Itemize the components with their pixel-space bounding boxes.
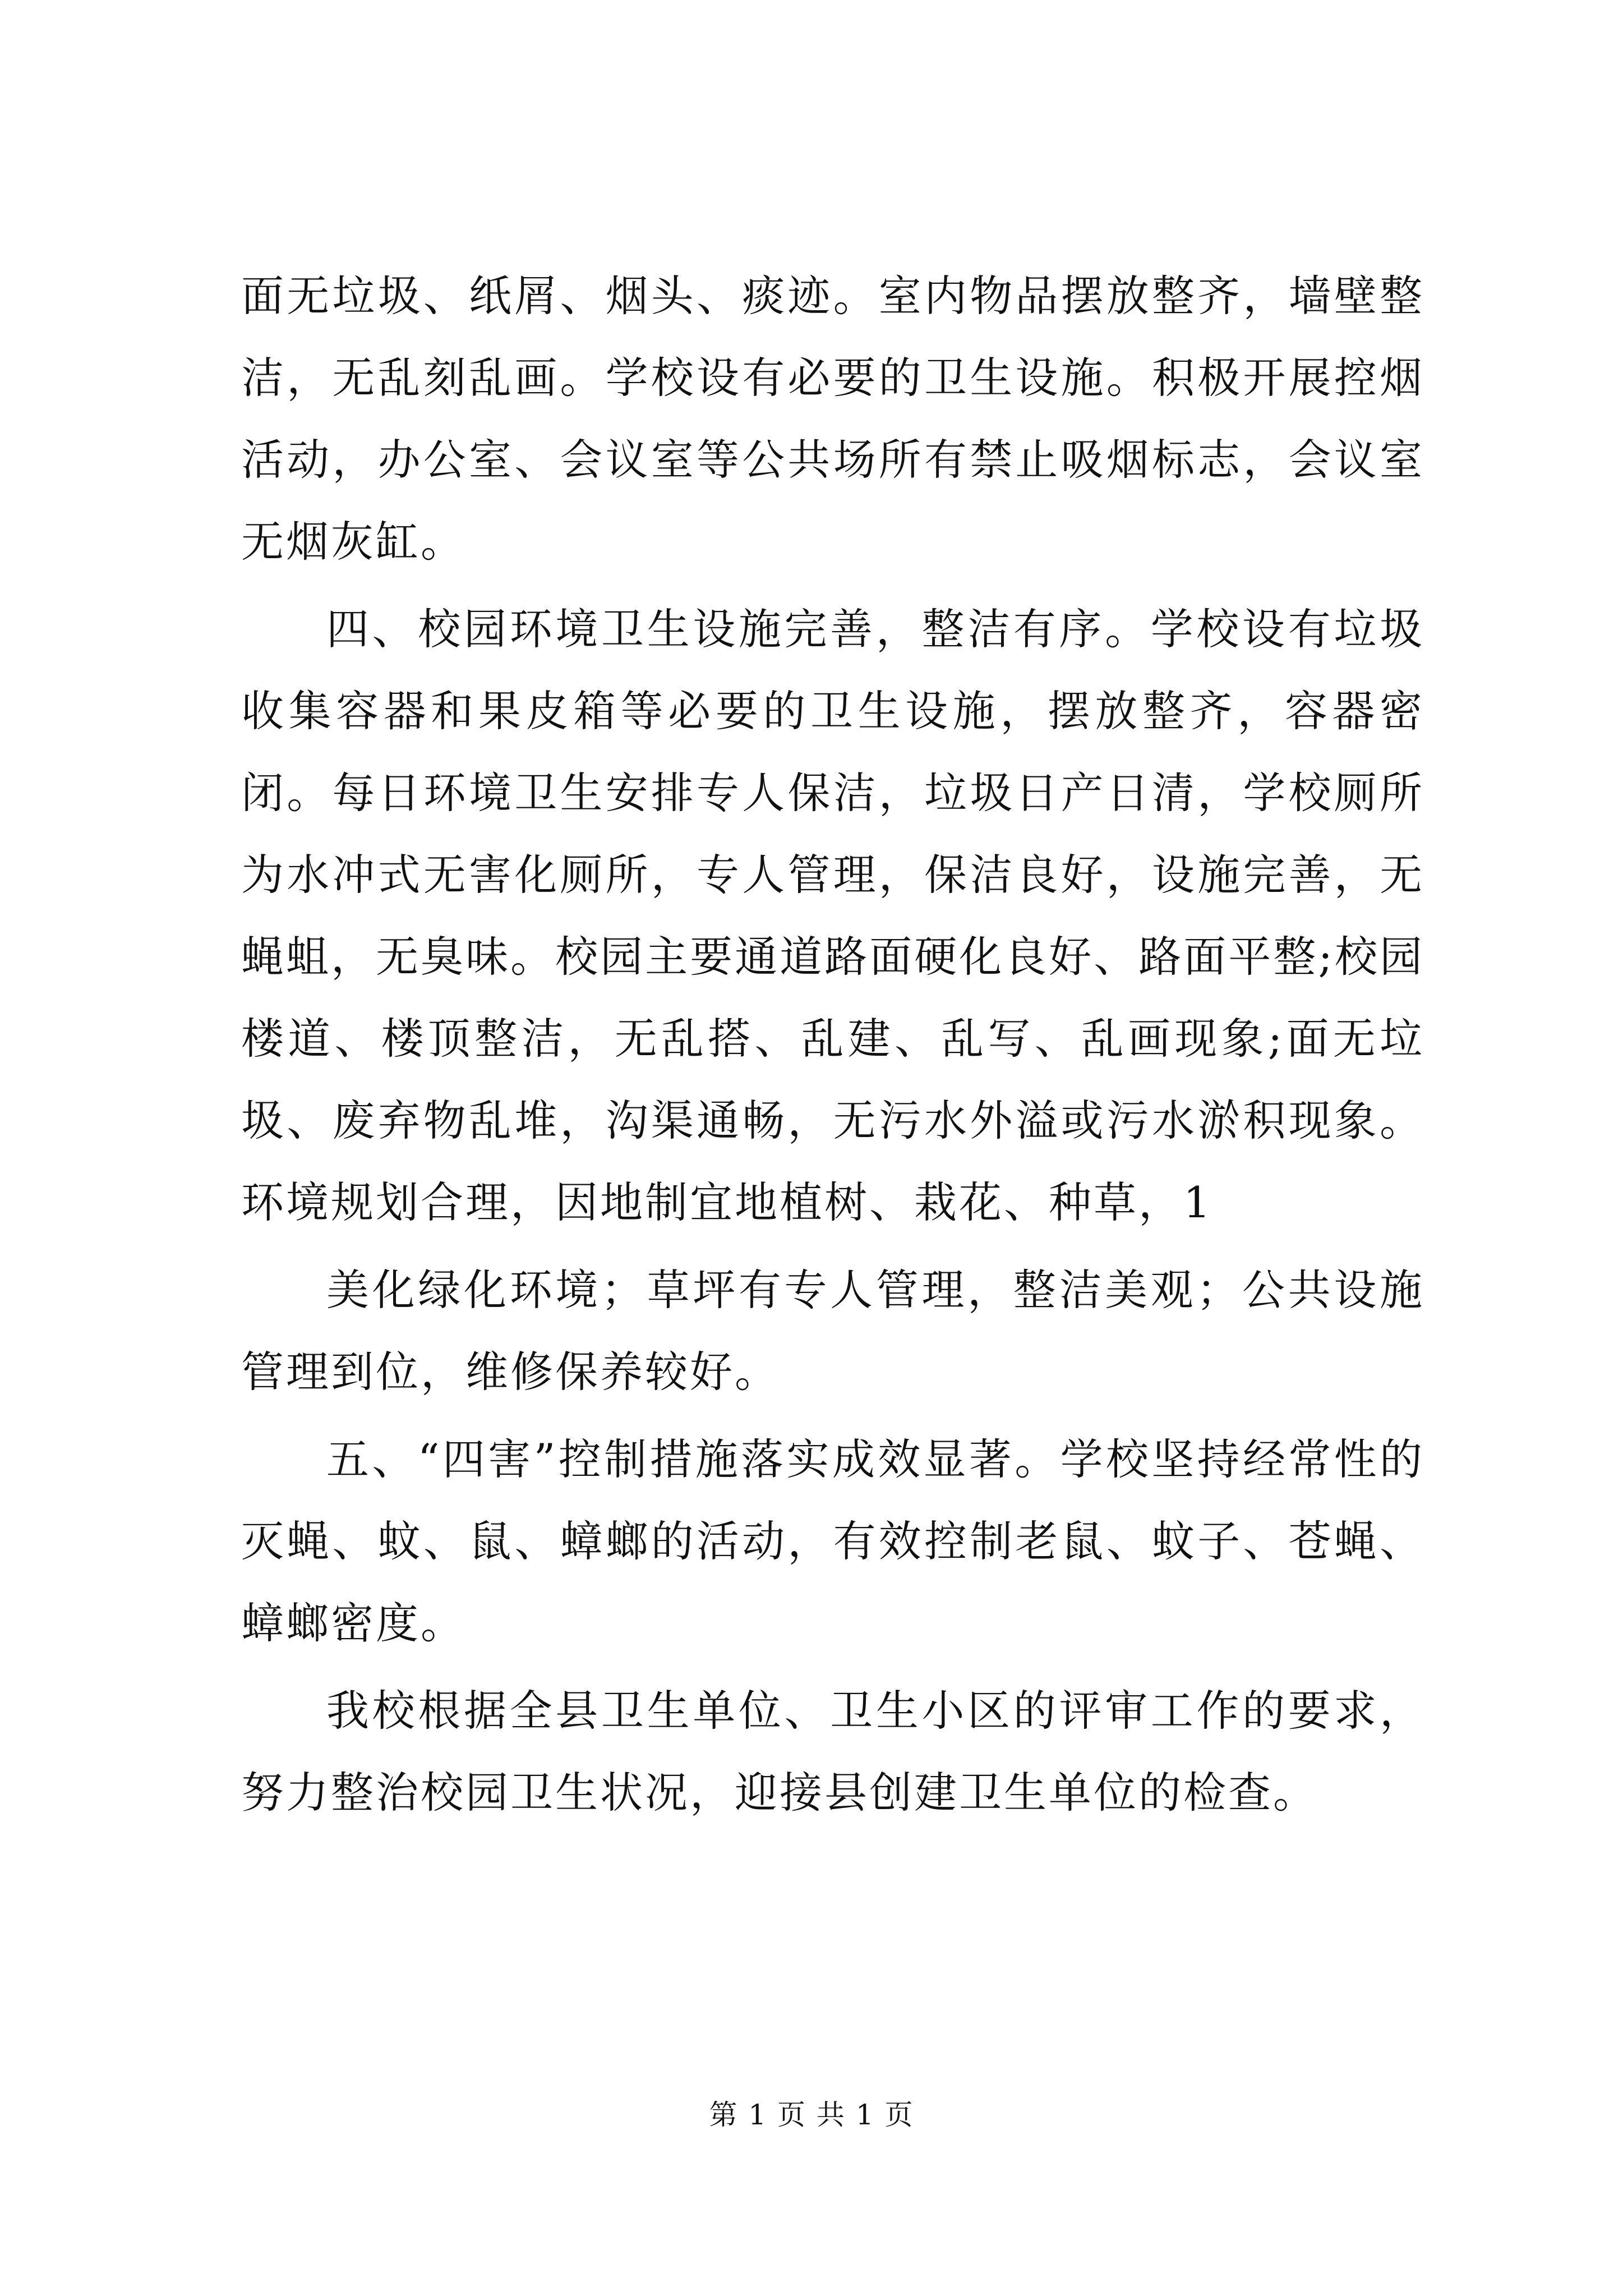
paragraph-4: 五、“四害”控制措施落实成效显著。学校坚持经常性的灭蝇、蚊、鼠、蟑螂的活动，有效控制老鼠、蚊子、苍蝇、蟑螂密度。 xyxy=(241,1434,1424,1648)
paragraph-3: 美化绿化环境；草坪有专人管理，整洁美观；公共设施管理到位，维修保养较好。 xyxy=(241,1265,1424,1397)
paragraph-5: 我校根据全县卫生单位、卫生小区的评审工作的要求，努力整治校园卫生状况，迎接县创建卫生单位的检查。 xyxy=(241,1686,1424,1818)
paragraph-2: 四、校园环境卫生设施完善，整洁有序。学校设有垃圾收集容器和果皮箱等必要的卫生设施，摆放整齐，容器密闭。每日环境卫生安排专人保洁，垃圾日产日清，学校厕所为水冲式无害化厕所，专人管理，保洁良好，设施完善，无蝇蛆，无臭味。校园主要通道路面硬化良好、路面平整;校园楼道、楼顶整洁，无乱搭、乱建、乱写、乱画现象;面无垃圾、废弃物乱堆，沟渠通畅，无污水外溢或污水淤积现象。环境规划合理，因地制宜地植树、栽花、种草，1 xyxy=(241,604,1424,1227)
page-footer: 第 1 页 共 1 页 xyxy=(709,2099,914,2131)
paragraph-1: 面无垃圾、纸屑、烟头、痰迹。室内物品摆放整齐，墙壁整洁，无乱刻乱画。学校设有必要的卫生设施。积极开展控烟活动，办公室、会议室等公共场所有禁止吸烟标志，会议室无烟灰缸。 xyxy=(241,271,1424,567)
document-body xyxy=(241,255,1424,1834)
